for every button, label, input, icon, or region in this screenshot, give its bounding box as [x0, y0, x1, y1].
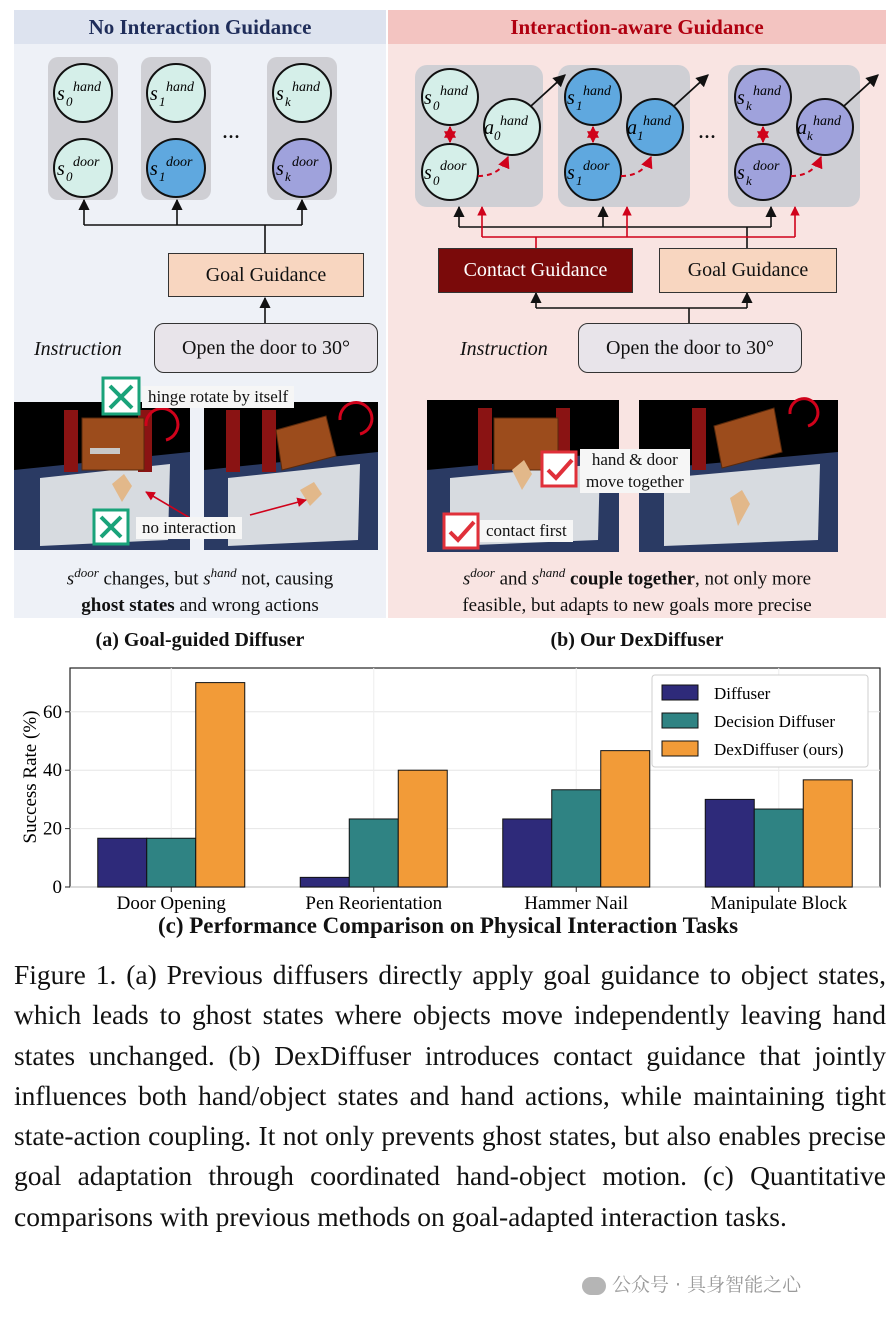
- svg-text:a: a: [797, 117, 807, 139]
- right-node-sk-door: [735, 144, 791, 200]
- y-tick-label: 40: [43, 760, 62, 782]
- svg-text:s: s: [737, 162, 745, 184]
- figure-caption: Figure 1. (a) Previous diffusers directly apply goal guidance to object states, which leads to ghost states where objects move independently leaving hand states unchanged. (b) DexDiffuser introduces contact guidance that jointly influences both hand/object states and hand actions, while maintaining tight state-action coupling. It not only prevents ghost states, but also enables precise goal adaptation through coordinated hand-object motion. (c) Quantitative comparisons with previous methods on goal-adapted interaction tasks.: [14, 959, 886, 1232]
- left-node-sk-hand: [273, 64, 331, 122]
- svg-text:a: a: [627, 117, 637, 139]
- x-tick-label: Door Opening: [116, 893, 226, 914]
- right-node-a0-hand: [484, 99, 540, 155]
- right-node-s0-hand: [422, 69, 478, 125]
- legend-label: Diffuser: [714, 684, 771, 703]
- contact-first-check-icon: [444, 514, 478, 548]
- svg-text:1: 1: [576, 173, 583, 188]
- legend-swatch: [662, 713, 698, 728]
- left-node-s1-hand: [147, 64, 205, 122]
- bar-dexdiffuser-ours--0: [196, 683, 245, 887]
- left-ellipsis: ...: [222, 118, 240, 144]
- wechat-icon: [582, 1277, 606, 1295]
- svg-text:0: 0: [66, 169, 73, 184]
- svg-text:hand: hand: [753, 84, 781, 99]
- svg-text:s: s: [57, 158, 65, 180]
- right-goal-guidance-box: Goal Guidance: [659, 248, 837, 293]
- svg-text:1: 1: [576, 98, 583, 113]
- svg-text:s: s: [276, 83, 284, 105]
- svg-text:door: door: [292, 155, 319, 170]
- right-panel-caption: $s^{door}$ and $s^{hand}$ couple together, not only more feasible, but adapts to new goals more precise: [462, 565, 812, 617]
- left-node-s1-door: [147, 139, 205, 197]
- bar-chart: [0, 660, 896, 946]
- svg-text:door: door: [753, 159, 780, 174]
- move-together-check-icon: [542, 452, 576, 486]
- no-interaction-check-icon: [94, 510, 128, 544]
- bar-decision-diffuser-1: [349, 819, 398, 887]
- y-tick-label: 60: [43, 701, 62, 723]
- left-goal-guidance-box: Goal Guidance: [168, 253, 364, 297]
- right-node-a1-hand: [627, 99, 683, 155]
- right-node-s1-hand: [565, 69, 621, 125]
- bar-decision-diffuser-3: [754, 809, 803, 887]
- bar-diffuser-2: [503, 819, 552, 887]
- y-tick-label: 0: [52, 877, 62, 898]
- bar-dexdiffuser-ours--2: [601, 751, 650, 887]
- svg-text:1: 1: [159, 169, 166, 184]
- svg-text:s: s: [567, 87, 575, 109]
- svg-text:k: k: [285, 94, 291, 109]
- right-ellipsis: ...: [698, 118, 716, 144]
- svg-text:s: s: [737, 87, 745, 109]
- left-panel-header: No Interaction Guidance: [14, 10, 386, 44]
- legend-label: DexDiffuser (ours): [714, 740, 844, 759]
- svg-text:k: k: [807, 128, 813, 143]
- no-interaction-note: no interaction: [136, 517, 242, 539]
- svg-text:hand: hand: [292, 80, 320, 95]
- left-node-s0-hand: [54, 64, 112, 122]
- bar-decision-diffuser-0: [147, 838, 196, 887]
- hinge-note: hinge rotate by itself: [142, 386, 294, 408]
- bar-diffuser-0: [98, 838, 147, 887]
- left-panel-caption: $s^{door}$ changes, but $s^{hand}$ not, causing ghost states and wrong actions: [66, 565, 334, 617]
- bar-dexdiffuser-ours--1: [398, 770, 447, 887]
- y-axis-label: Success Rate (%): [20, 710, 41, 844]
- svg-text:hand: hand: [583, 84, 611, 99]
- left-node-s0-door: [54, 139, 112, 197]
- svg-text:s: s: [150, 158, 158, 180]
- y-tick-label: 20: [43, 818, 62, 840]
- svg-text:s: s: [57, 83, 65, 105]
- svg-text:0: 0: [433, 173, 440, 188]
- svg-text:k: k: [746, 98, 752, 113]
- svg-text:hand: hand: [440, 84, 468, 99]
- legend-swatch: [662, 741, 698, 756]
- svg-text:0: 0: [66, 94, 73, 109]
- chart-title: (c) Performance Comparison on Physical Interaction Tasks: [157, 913, 739, 938]
- svg-text:hand: hand: [73, 80, 101, 95]
- svg-text:s: s: [567, 162, 575, 184]
- legend-label: Decision Diffuser: [714, 712, 836, 731]
- svg-text:s: s: [424, 87, 432, 109]
- contact-guidance-box: Contact Guidance: [438, 248, 633, 293]
- svg-text:hand: hand: [166, 80, 194, 95]
- svg-text:door: door: [166, 155, 193, 170]
- right-node-s1-door: [565, 144, 621, 200]
- right-instruction-connectors: [536, 293, 747, 323]
- svg-text:0: 0: [433, 98, 440, 113]
- legend-swatch: [662, 685, 698, 700]
- hinge-check-icon: [103, 378, 139, 414]
- right-node-sk-hand: [735, 69, 791, 125]
- svg-text:s: s: [150, 83, 158, 105]
- sub-caption-b: (b) Our DexDiffuser: [550, 629, 724, 651]
- svg-text:s: s: [424, 162, 432, 184]
- svg-text:a: a: [484, 117, 494, 139]
- bar-decision-diffuser-2: [552, 790, 601, 887]
- contact-first-note: contact first: [480, 520, 573, 542]
- svg-text:hand: hand: [500, 114, 528, 129]
- svg-text:door: door: [440, 159, 467, 174]
- watermark: 公众号 · 具身智能之心: [582, 1270, 801, 1297]
- svg-text:door: door: [73, 155, 100, 170]
- svg-text:hand: hand: [643, 114, 671, 129]
- left-instruction-label: Instruction: [34, 338, 122, 360]
- bar-diffuser-3: [705, 799, 754, 887]
- bar-diffuser-1: [300, 877, 349, 887]
- right-instruction-label: Instruction: [460, 338, 548, 360]
- svg-text:0: 0: [494, 128, 501, 143]
- right-node-ak-hand: [797, 99, 853, 155]
- svg-text:1: 1: [637, 128, 644, 143]
- svg-text:door: door: [583, 159, 610, 174]
- left-node-sk-door: [273, 139, 331, 197]
- svg-text:k: k: [746, 173, 752, 188]
- x-tick-label: Manipulate Block: [710, 893, 848, 914]
- diagram-graphics: [0, 0, 896, 620]
- svg-text:k: k: [285, 169, 291, 184]
- x-tick-label: Hammer Nail: [524, 893, 629, 914]
- x-tick-label: Pen Reorientation: [305, 893, 443, 914]
- sub-caption-a: (a) Goal-guided Diffuser: [95, 629, 305, 651]
- right-goal-connectors: [459, 207, 771, 248]
- right-node-s0-door: [422, 144, 478, 200]
- move-together-note: hand & door move together: [580, 449, 690, 493]
- left-instruction-box: Open the door to 30°: [154, 323, 378, 373]
- svg-text:hand: hand: [813, 114, 841, 129]
- right-panel-header: Interaction-aware Guidance: [388, 10, 886, 44]
- svg-text:1: 1: [159, 94, 166, 109]
- svg-text:s: s: [276, 158, 284, 180]
- right-instruction-box: Open the door to 30°: [578, 323, 802, 373]
- bar-dexdiffuser-ours--3: [803, 780, 852, 887]
